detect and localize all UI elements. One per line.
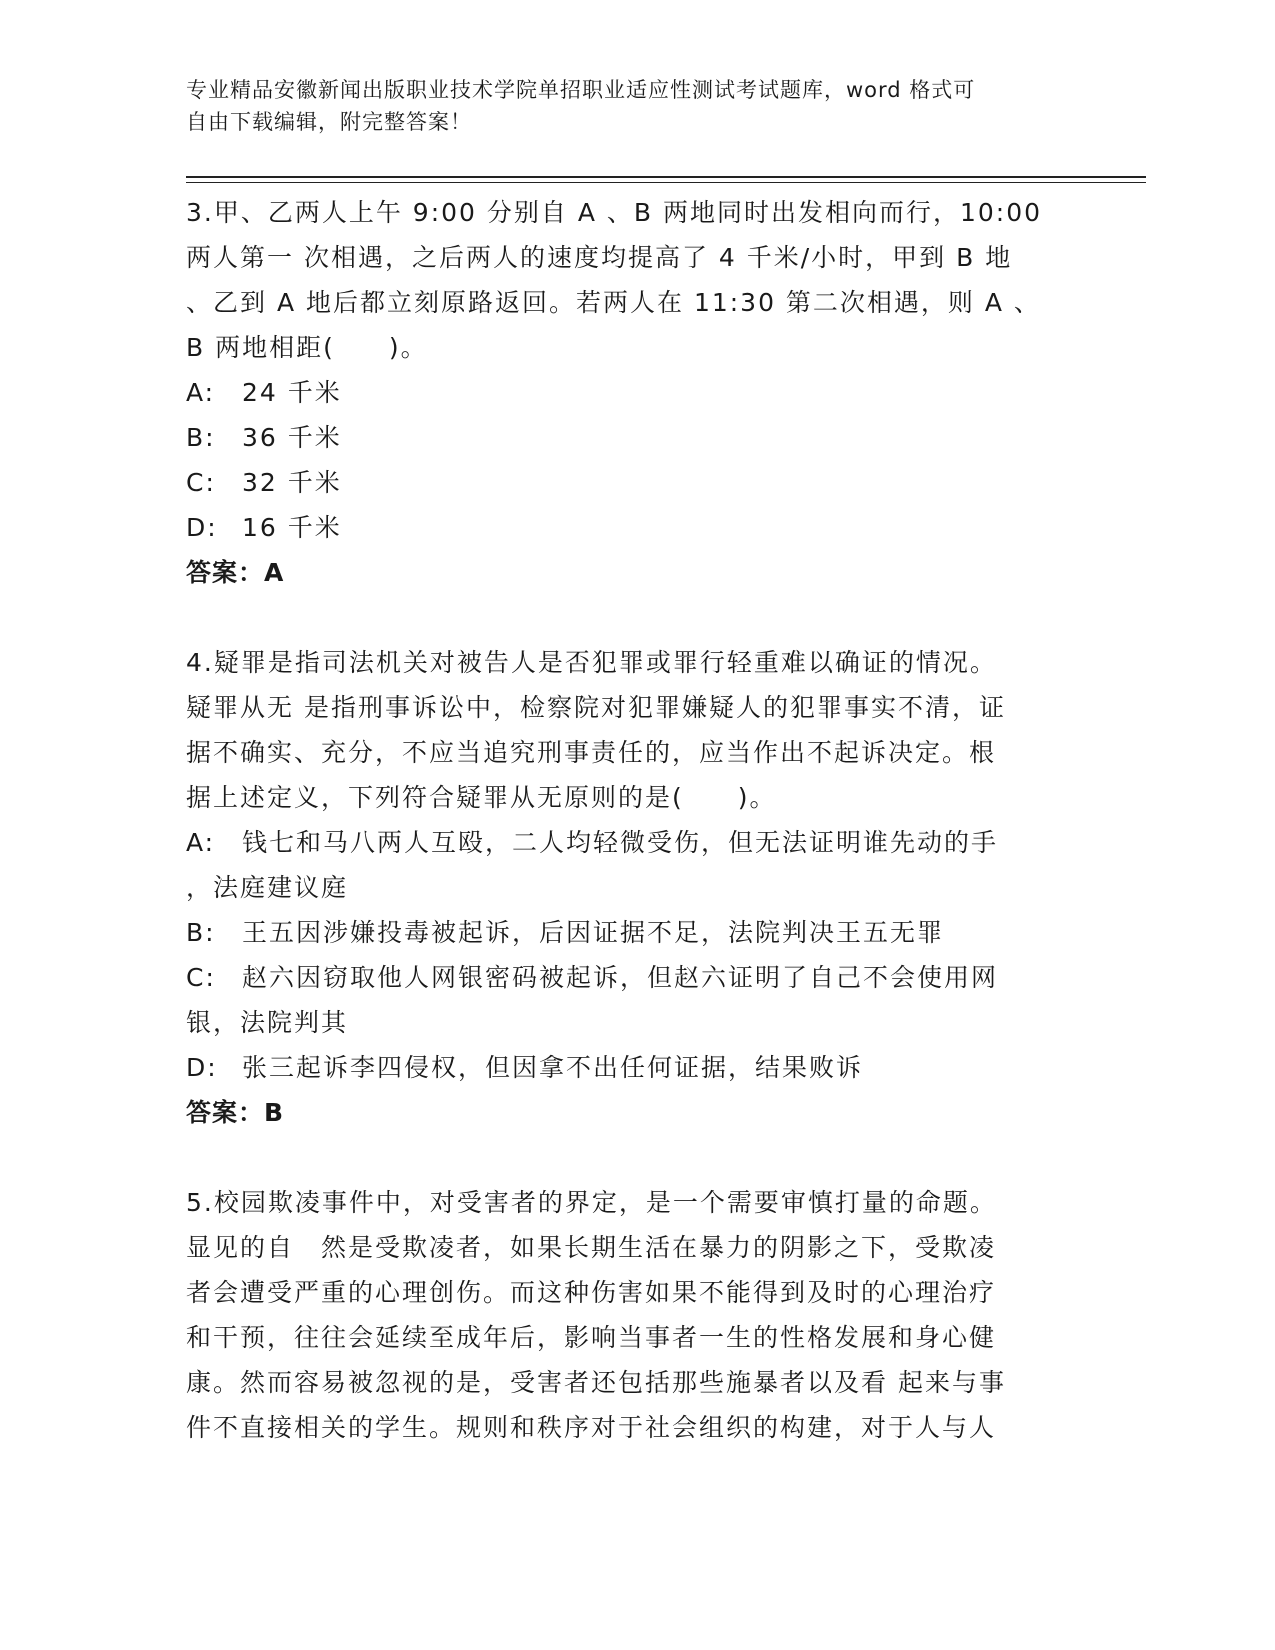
question-stem-line: 康。然而容易被忽视的是，受害者还包括那些施暴者以及看 起来与事 xyxy=(186,1368,1006,1397)
header-rule-thick xyxy=(186,176,1146,178)
option-key: A: xyxy=(186,828,216,857)
question-item xyxy=(186,640,1066,1135)
option-key: B: xyxy=(186,918,216,947)
option-key: B: xyxy=(186,423,216,452)
answer-label: 答案：A xyxy=(186,558,285,587)
document-header xyxy=(186,74,1066,138)
option-text: 钱七和马八两人互殴，二人均轻微受伤，但无法证明谁先动的手 xyxy=(242,828,999,857)
option-item xyxy=(186,820,1066,865)
question-stem-line: 者会遭受严重的心理创伤。而这种伤害如果不能得到及时的心理治疗 xyxy=(186,1278,997,1307)
option-text: 张三起诉李四侵权，但因拿不出任何证据，结果败诉 xyxy=(242,1053,864,1082)
option-item xyxy=(186,460,1066,505)
option-item xyxy=(186,910,1066,955)
question-stem-line: 5.校园欺凌事件中，对受害者的界定，是一个需要审慎打量的命题。 xyxy=(186,1188,997,1217)
question-stem-line: 两人第一 次相遇，之后两人的速度均提高了 4 千米/小时，甲到 B 地 xyxy=(186,243,1013,272)
question-stem-line: 4.疑罪是指司法机关对被告人是否犯罪或罪行轻重难以确证的情况。 xyxy=(186,648,997,677)
option-continuation xyxy=(186,1000,1066,1045)
header-title-line-2: 自由下载编辑，附完整答案！ xyxy=(186,110,472,134)
header-rule-thin xyxy=(186,182,1146,183)
question-stem-line: 据不确实、充分，不应当追究刑事责任的，应当作出不起诉决定。根 xyxy=(186,738,997,767)
question-stem-line: 3.甲、乙两人上午 9:00 分别自 A 、B 两地同时出发相向而行，10:00 xyxy=(186,198,1043,227)
option-text: 36 千米 xyxy=(242,423,342,452)
option-item xyxy=(186,370,1066,415)
question-spacer xyxy=(186,1135,1066,1180)
option-key: C: xyxy=(186,963,216,992)
question-item xyxy=(186,1180,1066,1450)
option-continuation xyxy=(186,865,1066,910)
option-item xyxy=(186,415,1066,460)
option-text: 32 千米 xyxy=(242,468,342,497)
question-list xyxy=(186,190,1066,1450)
header-title-line-1: 专业精品安徽新闻出版职业技术学院单招职业适应性测试考试题库，word 格式可 xyxy=(186,78,976,102)
question-stem-line: 和干预，往往会延续至成年后，影响当事者一生的性格发展和身心健 xyxy=(186,1323,997,1352)
option-item xyxy=(186,1045,1066,1090)
question-stem-line: 件不直接相关的学生。规则和秩序对于社会组织的构建，对于人与人 xyxy=(186,1413,997,1442)
question-spacer xyxy=(186,595,1066,640)
question-item xyxy=(186,190,1066,595)
option-item xyxy=(186,955,1066,1000)
option-text: 银，法院判其 xyxy=(186,1008,349,1037)
question-stem-line: B 两地相距( )。 xyxy=(186,333,428,362)
question-stem-line: 显见的自 然是受欺凌者，如果长期生活在暴力的阴影之下，受欺凌 xyxy=(186,1233,997,1262)
question-stem-line: 据上述定义，下列符合疑罪从无原则的是( )。 xyxy=(186,783,777,812)
option-text: 16 千米 xyxy=(242,513,342,542)
option-text: 赵六因窃取他人网银密码被起诉，但赵六证明了自己不会使用网 xyxy=(242,963,999,992)
question-stem-line: 、乙到 A 地后都立刻原路返回。若两人在 11:30 第二次相遇，则 A 、 xyxy=(186,288,1041,317)
option-key: D: xyxy=(186,513,218,542)
question-stem-line: 疑罪从无 是指刑事诉讼中，检察院对犯罪嫌疑人的犯罪事实不清，证 xyxy=(186,693,1006,722)
answer-label: 答案：B xyxy=(186,1098,285,1127)
option-key: A: xyxy=(186,378,216,407)
option-text: 王五因涉嫌投毒被起诉，后因证据不足，法院判决王五无罪 xyxy=(242,918,945,947)
option-item xyxy=(186,505,1066,550)
option-key: C: xyxy=(186,468,216,497)
option-text: ，法庭建议庭 xyxy=(186,873,349,902)
option-key: D: xyxy=(186,1053,218,1082)
option-text: 24 千米 xyxy=(242,378,342,407)
